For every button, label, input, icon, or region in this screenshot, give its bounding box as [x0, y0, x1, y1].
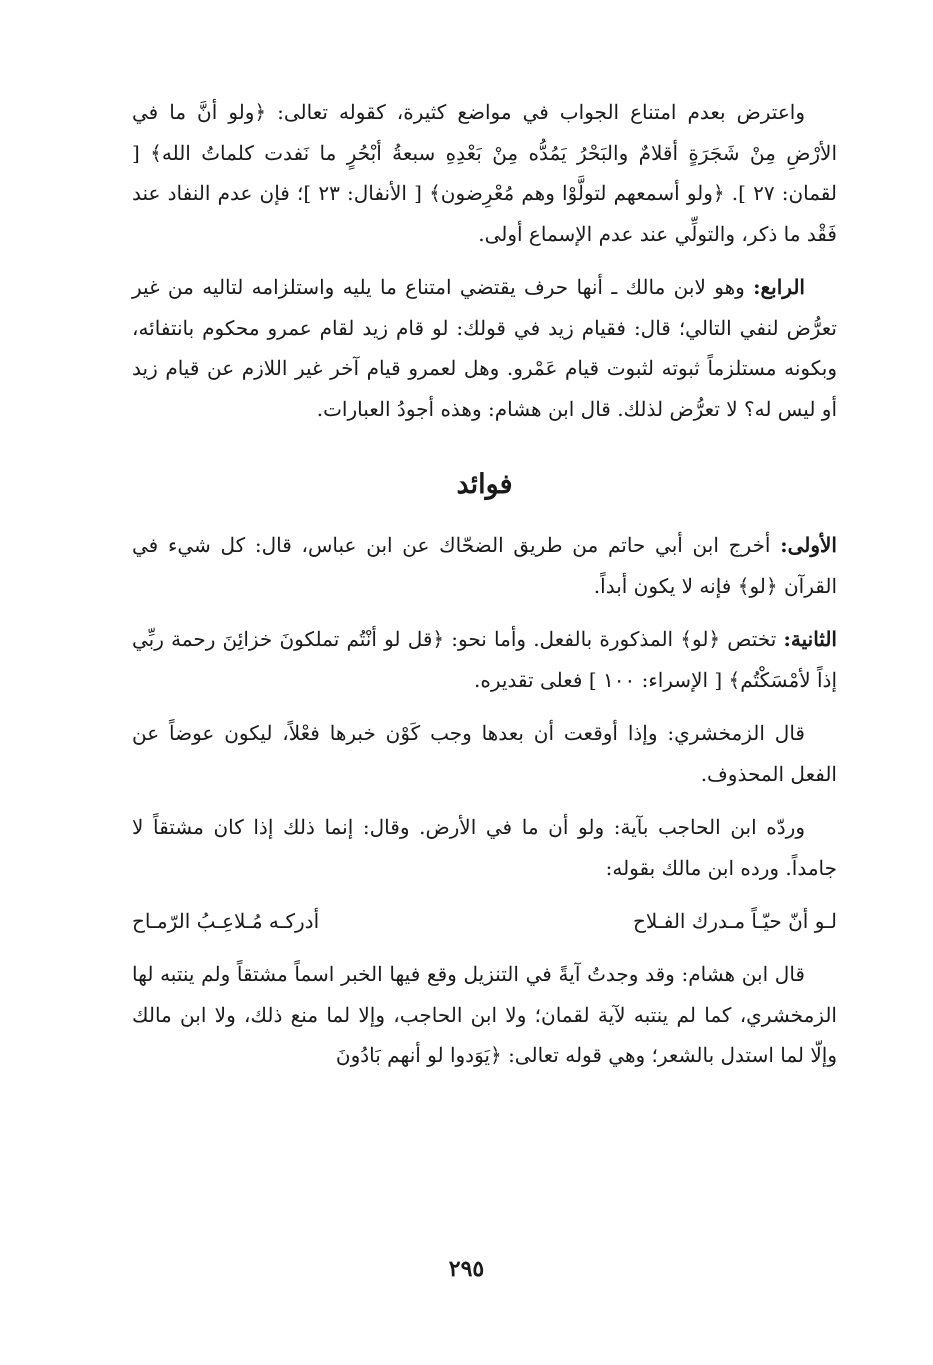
- paragraph-second: [132, 619, 837, 700]
- verse-first-hemistich: لـو أنّ حيّـاً مـدرك الفـلاح: [633, 909, 837, 933]
- paragraph-fourth: [132, 267, 837, 429]
- paragraph-ibn-hajib: وردّه ابن الحاجب بآية: ولو أن ما في الأرض. وقال: إنما ذلك إذا كان مشتقاً لا جامداً. ورده ابن مالك بقوله:: [132, 815, 837, 880]
- book-page: [132, 92, 837, 1089]
- paragraph-first-lead: الأولى:: [780, 533, 837, 557]
- paragraph-fourth-body: وهو لابن مالك ـ أنها حرف يقتضي امتناع ما يليه واستلزامه لتاليه من غير تعرُّض لنفي التالي؛ قال: فقيام زيد في قولك: لو قام زيد لقام عمرو محكوم بانتفائه، وبكونه مستلزماً ثبوته لثبوت قيام عَمْرو. وهل لعمرو قيام آخر غير اللازم عن قيام زيد أو ليس له؟ لا تعرُّض لذلك. قال ابن هشام: وهذه أجودُ العبارات.: [132, 275, 837, 421]
- page-number: ٢٩٥: [448, 1256, 485, 1282]
- paragraph-ibn-hisham: قال ابن هشام: وقد وجدتُ آيةً في التنزيل وقع فيها الخبر اسماً مشتقاً ولم ينتبه لها الزمخشري، كما لم ينتبه لآية لقمان؛ ولا ابن الحاجب، وإلا لما منع ذلك، ولا ابن مالك وإلّا لما استدل بالشعر؛ وهي قوله تعالى: ﴿يَوَدوا لو أنهم بَادُونَ: [132, 962, 837, 1067]
- paragraph-objection: واعترض بعدم امتناع الجواب في مواضع كثيرة، كقوله تعالى: ﴿ولو أنَّ ما في الأرْضِ مِنْ شَجَرَةٍ أقلامٌ والبَحْرُ يَمُدُّه مِنْ بَعْدِهِ سبعةُ أبْحُرٍ ما نَفدت كلماتُ الله﴾ [ لقمان: ٢٧ ]. ﴿ولو أسمعهم لتولَّوْا وهم مُعْرِضون﴾ [ الأنفال: ٢٣ ]؛ فإن عدم النفاد عند فَقْد ما ذكر، والتولِّي عند عدم الإسماع أولى.: [132, 100, 838, 246]
- paragraph-second-body: تختص ﴿لو﴾ المذكورة بالفعل. وأما نحو: ﴿قل لو أنْتُم تملكونَ خزائِنَ رحمة ربِّي إذاً لأمْسَكْتُم﴾ [ الإسراء: ١٠٠ ] فعلى تقديره.: [132, 627, 837, 692]
- paragraph-first-body: أخرج ابن أبي حاتم من طريق الضحّاك عن ابن عباس، قال: كل شيء في القرآن ﴿لو﴾ فإنه لا يكون أبداً.: [132, 533, 837, 598]
- section-heading: فوائد: [456, 469, 513, 500]
- verse-second-hemistich: أدركـه مُـلاعِـبُ الرّمـاح: [132, 909, 320, 933]
- paragraph-zamakhshari: قال الزمخشري: وإذا أوقعت أن بعدها وجب كَوْن خبرها فعْلاً، ليكون عوضاً عن الفعل المحذوف.: [132, 721, 837, 786]
- paragraph-fourth-lead: الرابع:: [753, 275, 805, 299]
- poetry-verse: [132, 901, 837, 941]
- paragraph-first: [132, 525, 837, 606]
- paragraph-second-lead: الثانية:: [783, 627, 837, 651]
